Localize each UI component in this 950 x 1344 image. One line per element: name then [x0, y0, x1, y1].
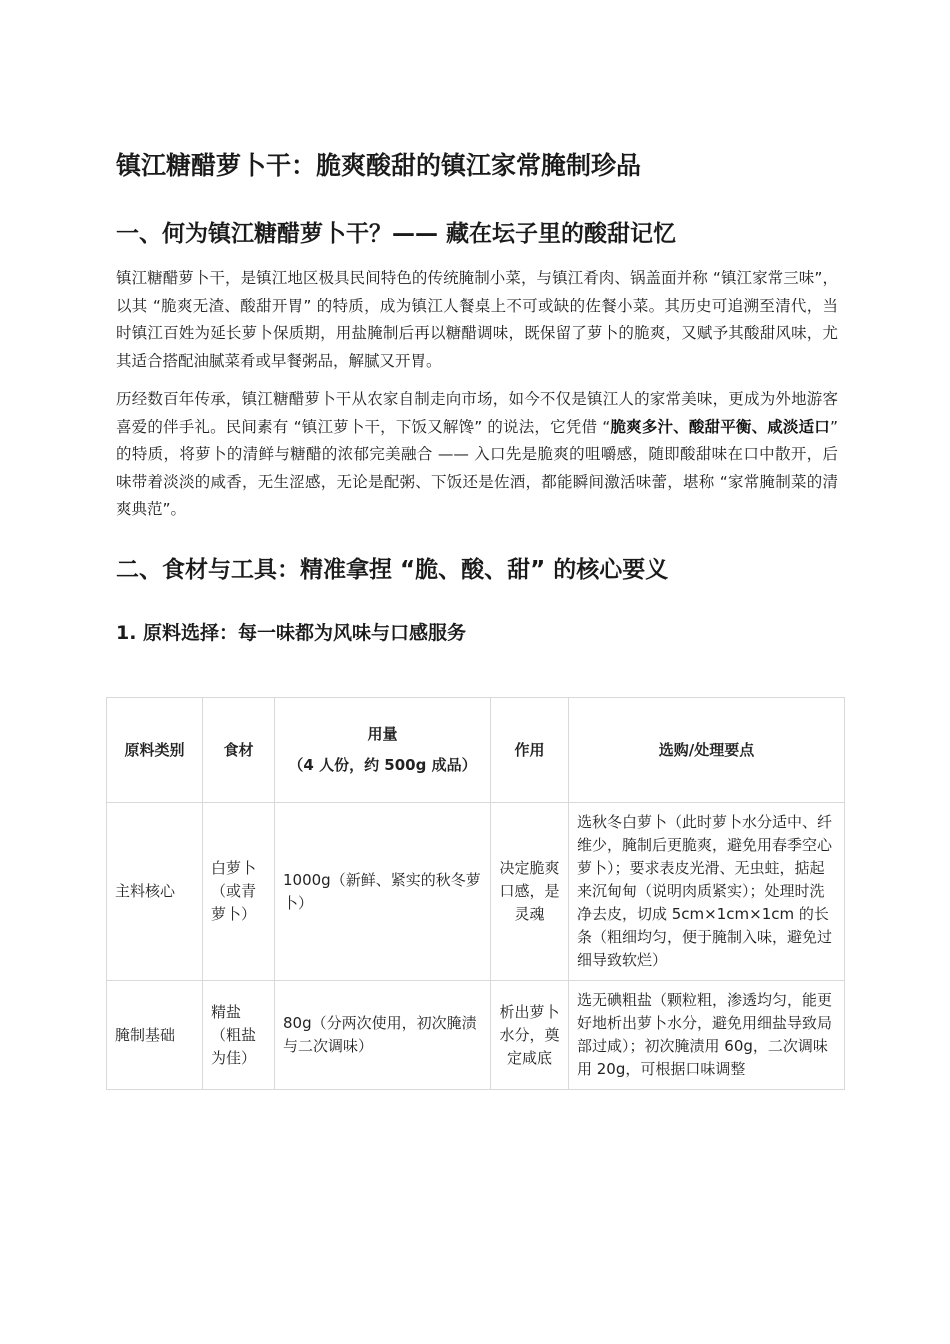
section1-heading: 一、何为镇江糖醋萝卜干？—— 藏在坛子里的酸甜记忆 [116, 221, 677, 247]
para2-bold-highlight: 脆爽多汁、酸甜平衡、咸淡适口 [610, 417, 830, 436]
section2-heading: 二、食材与工具：精准拿捏 “脆、酸、甜” 的核心要义 [116, 557, 669, 583]
cell-ingredient: 白萝卜（或青萝卜） [203, 803, 275, 981]
para2-text-after: ” 的特质，将萝卜的清鲜与糖醋的浓郁完美融合 —— 入口先是脆爽的咀嚼感，随即酸甜味在口中散开，后味带着淡淡的咸香，无生涩感，无论是配粥、下饭还是佐酒，都能瞬间激活味蕾，堪称 “家常腌制菜的清爽典范”。 [116, 417, 838, 518]
cell-amount: 80g（分两次使用，初次腌渍与二次调味） [275, 981, 491, 1090]
header-amount [275, 698, 491, 803]
cell-category: 腌制基础 [107, 981, 203, 1090]
para2-text-before: 历经数百年传承，镇江糖醋萝卜干从农家自制走向市场，如今不仅是镇江人的家常美味，更成为外地游客喜爱的伴手礼。民间素有 “镇江萝卜干，下饭又解馋” 的说法，它凭借 “ [116, 390, 838, 436]
header-tips: 选购/处理要点 [569, 698, 845, 803]
cell-role: 决定脆爽口感，是灵魂 [491, 803, 569, 981]
table-row [107, 803, 845, 981]
table-header-row [107, 698, 845, 803]
cell-tips: 选秋冬白萝卜（此时萝卜水分适中、纤维少，腌制后更脆爽，避免用春季空心萝卜）；要求表皮光滑、无虫蛀，掂起来沉甸甸（说明肉质紧实）；处理时洗净去皮，切成 5cm×1cm×1cm 的长条（粗细均匀，便于腌制入味，避免过细导致软烂） [569, 803, 845, 981]
header-category: 原料类别 [107, 698, 203, 803]
ingredients-table [106, 697, 845, 1090]
section2-subheading: 1. 原料选择：每一味都为风味与口感服务 [116, 622, 467, 644]
header-ingredient: 食材 [203, 698, 275, 803]
cell-category: 主料核心 [107, 803, 203, 981]
table-row [107, 981, 845, 1090]
header-role: 作用 [491, 698, 569, 803]
header-amount-note: （4 人份，约 500g 成品） [288, 756, 477, 774]
section1-paragraph-2 [116, 386, 838, 524]
cell-tips: 选无碘粗盐（颗粒粗，渗透均匀，能更好地析出萝卜水分，避免用细盐导致局部过咸）；初次腌渍用 60g，二次调味用 20g，可根据口味调整 [569, 981, 845, 1090]
page-title: 镇江糖醋萝卜干：脆爽酸甜的镇江家常腌制珍品 [116, 151, 642, 180]
section1-paragraph-1: 镇江糖醋萝卜干，是镇江地区极具民间特色的传统腌制小菜，与镇江肴肉、锅盖面并称 “镇江家常三味”，以其 “脆爽无渣、酸甜开胃” 的特质，成为镇江人餐桌上不可或缺的佐餐小菜。其历史可追溯至清代，当时镇江百姓为延长萝卜保质期，用盐腌制后再以糖醋调味，既保留了萝卜的脆爽，又赋予其酸甜风味，尤其适合搭配油腻菜肴或早餐粥品，解腻又开胃。 [116, 269, 838, 370]
header-amount-label: 用量 [367, 725, 398, 743]
cell-amount: 1000g（新鲜、紧实的秋冬萝卜） [275, 803, 491, 981]
cell-role: 析出萝卜水分，奠定咸底 [491, 981, 569, 1090]
cell-ingredient: 精盐（粗盐为佳） [203, 981, 275, 1090]
